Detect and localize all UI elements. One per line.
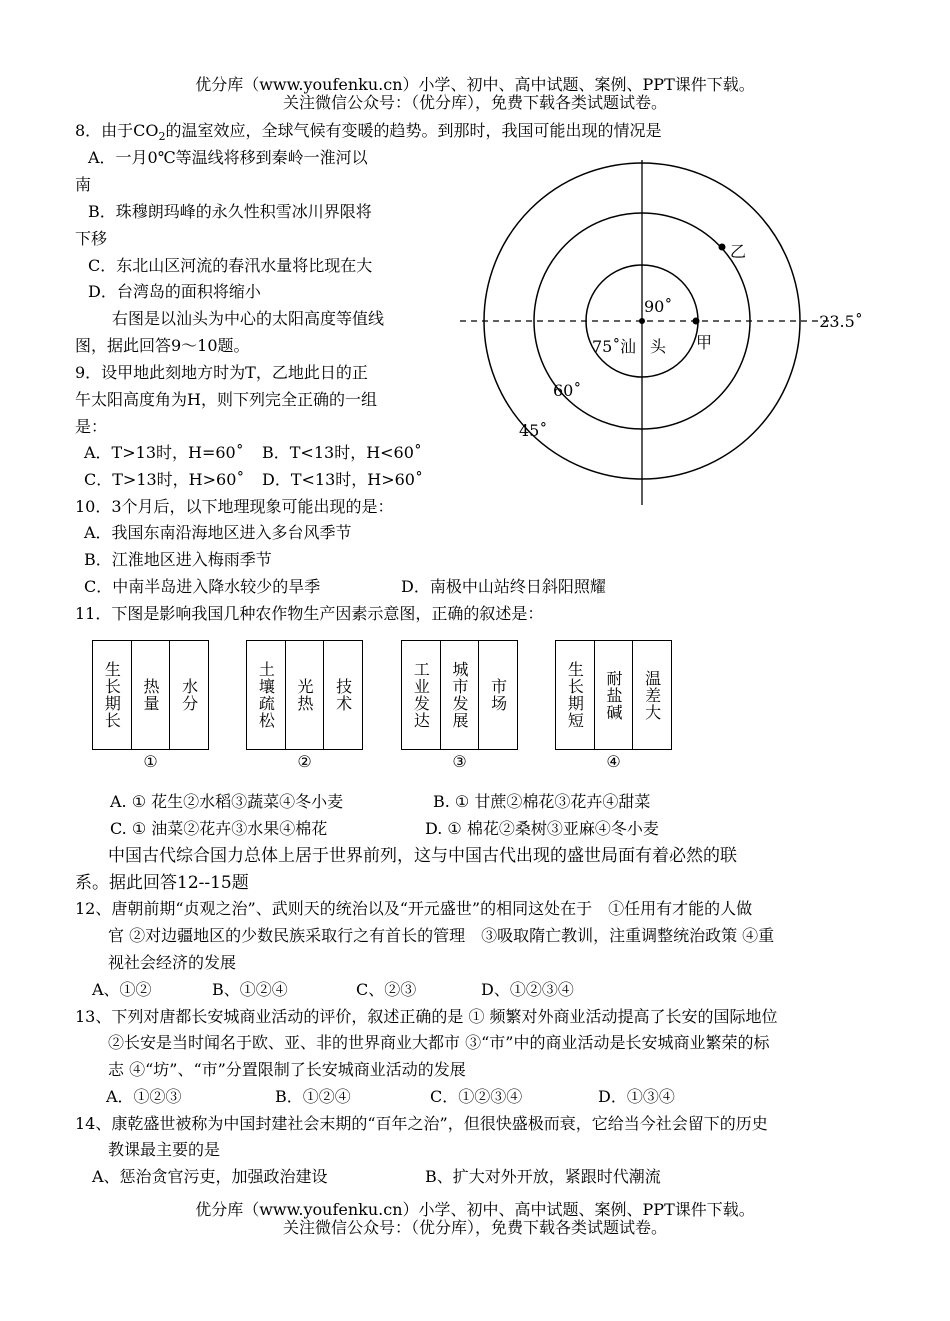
label-45: 45˚ bbox=[519, 421, 548, 440]
footer-line-2: 关注微信公众号：（优分库），免费下载各类试题试卷。 bbox=[282, 1218, 667, 1237]
q12-option-c: C、②③ bbox=[356, 980, 417, 999]
factor-box-number: ④ bbox=[606, 752, 621, 771]
factor-label: 生长期长 bbox=[102, 661, 122, 729]
label-tou: 头 bbox=[650, 337, 667, 356]
q8-option-a-cont: 南 bbox=[75, 175, 92, 194]
q13-stem-3: 志 ④“坊”、“市”分置限制了长安城商业活动的发展 bbox=[108, 1060, 466, 1079]
factor-box-number: ② bbox=[297, 752, 312, 771]
factor-label: 市场 bbox=[488, 678, 508, 712]
q8-option-d: D．台湾岛的面积将缩小 bbox=[88, 282, 261, 301]
factor-label: 热量 bbox=[141, 678, 160, 712]
q12-option-a: A、①② bbox=[92, 980, 152, 999]
q9-option-d: D．T<13时，H>60˚ bbox=[262, 470, 423, 489]
intro-9-line-2: 图，据此回答9～10题。 bbox=[75, 336, 250, 355]
q14-option-a: A、惩治贪官污吏，加强政治建设 bbox=[92, 1167, 328, 1186]
q12-option-b: B、①②④ bbox=[212, 980, 288, 999]
q13-option-b: B．①②④ bbox=[275, 1087, 351, 1106]
q10-option-b: B．江淮地区进入梅雨季节 bbox=[84, 550, 272, 569]
q12-stem-1: 12、唐朝前期“贞观之治”、武则天的统治以及“开元盛世”的相同这处在于 ①任用有才能的人做 bbox=[75, 899, 753, 918]
footer-line-1: 优分库（www.youfenku.cn）小学、初中、高中试题、案例、PPT课件下载。 bbox=[195, 1200, 755, 1219]
factor-label: 水分 bbox=[179, 678, 199, 712]
q13-option-c: C．①②③④ bbox=[430, 1087, 523, 1106]
intro-9-line-1: 右图是以汕头为中心的太阳高度等值线 bbox=[112, 309, 385, 328]
q11-option-d: D. ① 棉花②桑树③亚麻④冬小麦 bbox=[425, 819, 659, 838]
factor-box-number: ③ bbox=[452, 752, 467, 771]
q12-option-d: D、①②③④ bbox=[481, 980, 574, 999]
label-90: 90˚ bbox=[644, 297, 673, 316]
q13-stem-2: ②长安是当时闻名于欧、亚、非的世界商业大都市 ③“市”中的商业活动是长安城商业繁荣的标 bbox=[108, 1033, 770, 1052]
q14-stem-1: 14、康乾盛世被称为中国封建社会末期的“百年之治”，但很快盛极而衰，它给当今社会留下的历史 bbox=[75, 1114, 768, 1133]
history-intro-2: 系。据此回答12--15题 bbox=[75, 873, 249, 893]
q11-option-a: A. ① 花生②水稻③蔬菜④冬小麦 bbox=[110, 792, 344, 811]
factor-box-4 bbox=[555, 640, 672, 750]
factor-box-number: ① bbox=[143, 752, 158, 771]
q13-option-d: D．①③④ bbox=[598, 1087, 675, 1106]
q9-option-b: B．T<13时，H<60˚ bbox=[262, 443, 422, 462]
factor-label: 土壤疏松 bbox=[256, 661, 276, 729]
history-intro-1: 中国古代综合国力总体上居于世界前列，这与中国古代出现的盛世局面有着必然的联 bbox=[108, 846, 737, 866]
factor-label: 工业发达 bbox=[411, 661, 431, 729]
q10-option-d: D．南极中山站终日斜阳照耀 bbox=[401, 577, 606, 596]
q9-stem-2: 午太阳高度角为H，则下列完全正确的一组 bbox=[75, 390, 377, 409]
q10-option-a: A．我国东南沿海地区进入多台风季节 bbox=[84, 523, 352, 542]
q9-stem-3: 是： bbox=[75, 417, 108, 436]
q12-stem-2: 官 ②对边疆地区的少数民族采取行之有首长的管理 ③吸取隋亡教训，注重调整统治政策 ④重 bbox=[108, 926, 775, 945]
label-23-5: 23.5˚ bbox=[819, 312, 863, 331]
q10-option-c: C．中南半岛进入降水较少的旱季 bbox=[84, 577, 321, 596]
label-75: 75˚ bbox=[592, 337, 621, 356]
q11-option-c: C. ① 油菜②花卉③水果④棉花 bbox=[110, 819, 328, 838]
factor-box-2 bbox=[246, 640, 363, 750]
factor-label: 耐盐碱 bbox=[604, 669, 623, 721]
q11-stem: 11．下图是影响我国几种农作物生产因素示意图，正确的叙述是： bbox=[75, 604, 544, 623]
jia-point bbox=[693, 318, 700, 325]
q8-option-c: C．东北山区河流的春汛水量将比现在大 bbox=[88, 256, 373, 275]
factor-label: 生长期短 bbox=[565, 661, 585, 729]
q14-option-b: B、扩大对外开放，紧跟时代潮流 bbox=[425, 1167, 661, 1186]
factor-label: 温差大 bbox=[642, 669, 662, 721]
label-shan: 汕 bbox=[620, 337, 637, 356]
q13-stem-1: 13、下列对唐都长安城商业活动的评价，叙述正确的是 ① 频繁对外商业活动提高了长安的国际地位 bbox=[75, 1007, 778, 1026]
yi-point bbox=[719, 244, 726, 251]
label-60: 60˚ bbox=[553, 381, 582, 400]
factor-box-1 bbox=[92, 640, 209, 750]
q14-stem-2: 教课最主要的是 bbox=[108, 1140, 221, 1159]
label-jia: 甲 bbox=[696, 333, 713, 352]
q12-stem-3: 视社会经济的发展 bbox=[108, 953, 237, 972]
factor-label: 光热 bbox=[295, 678, 314, 712]
q9-stem-1: 9．设甲地此刻地方时为T，乙地此日的正 bbox=[75, 363, 368, 382]
shantou-point bbox=[639, 318, 645, 324]
factor-label: 技术 bbox=[333, 678, 353, 712]
q8-option-b: B．珠穆朗玛峰的永久性积雪冰川界限将 bbox=[88, 202, 372, 221]
q8-stem: 8．由于$CO_2$的温室效应，全球气候有变暖的趋势。到那时，我国可能出现的情况是 bbox=[75, 121, 662, 144]
label-yi: 乙 bbox=[730, 242, 747, 261]
q10-stem: 10．3个月后，以下地理现象可能出现的是： bbox=[75, 497, 394, 516]
q11-option-b: B. ① 甘蔗②棉花③花卉④甜菜 bbox=[433, 792, 651, 811]
q9-option-c: C．T>13时，H>60˚ bbox=[84, 470, 245, 489]
factor-label: 城市发展 bbox=[450, 661, 469, 729]
q9-option-a: A．T>13时，H=60˚ bbox=[84, 443, 244, 462]
factor-box-3 bbox=[401, 640, 518, 750]
q8-option-b-cont: 下移 bbox=[75, 229, 108, 248]
header-line-2: 关注微信公众号：（优分库），免费下载各类试题试卷。 bbox=[282, 93, 667, 112]
q13-option-a: A．①②③ bbox=[106, 1087, 182, 1106]
q8-option-a: A．一月0℃等温线将移到秦岭一淮河以 bbox=[88, 148, 368, 167]
sun-altitude-diagram bbox=[460, 160, 863, 505]
header-line-1: 优分库（www.youfenku.cn）小学、初中、高中试题、案例、PPT课件下载。 bbox=[195, 75, 755, 94]
